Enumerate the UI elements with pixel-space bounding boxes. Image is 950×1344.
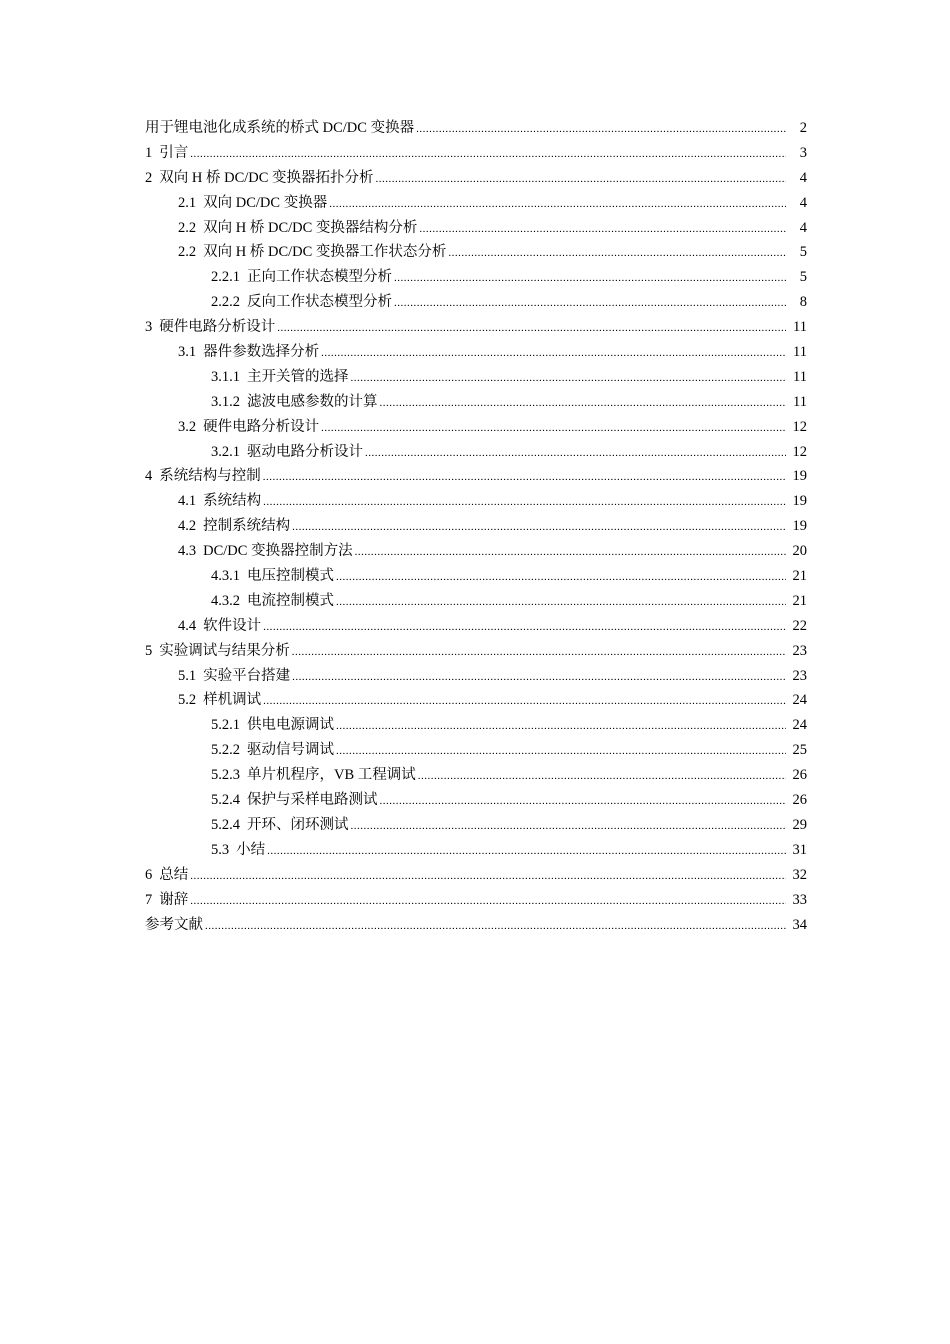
toc-page-number: 24	[792, 717, 807, 734]
toc-entry-title: 单片机程序，VB 工程调试	[247, 767, 416, 784]
toc-page-number: 2	[799, 120, 807, 136]
toc-dot-leader	[380, 391, 787, 416]
toc-entry-title: 谢辞	[159, 891, 189, 908]
toc-entry-number: 4.4	[178, 617, 197, 634]
toc-dot-leader	[394, 291, 786, 316]
toc-entry[interactable]	[145, 440, 807, 465]
toc-entry-title: 双向 H 桥 DC/DC 变换器结构分析	[203, 219, 418, 236]
toc-page-number: 19	[792, 493, 807, 510]
toc-entry[interactable]	[145, 464, 807, 489]
toc-page-number: 23	[792, 642, 807, 659]
toc-dot-leader	[292, 665, 786, 690]
toc-entry[interactable]	[145, 365, 807, 390]
toc-page-number: 33	[792, 891, 807, 908]
toc-entry-number: 2.2	[178, 244, 197, 261]
toc-page-number: 12	[792, 418, 807, 435]
toc-entry-number: 2.2.1	[211, 269, 240, 286]
toc-dot-leader	[419, 217, 786, 242]
toc-page-number: 29	[792, 816, 807, 833]
toc-entry-number: 3.1.1	[211, 368, 240, 385]
toc-entry[interactable]	[145, 888, 807, 913]
toc-page-number: 32	[792, 866, 807, 883]
toc-entry-number: 2.1	[178, 194, 197, 211]
toc-entry[interactable]	[145, 514, 807, 539]
toc-dot-leader	[292, 515, 786, 540]
toc-dot-leader	[321, 416, 786, 441]
toc-dot-leader	[263, 465, 786, 490]
toc-entry[interactable]	[145, 838, 807, 863]
toc-entry[interactable]	[145, 813, 807, 838]
toc-dot-leader	[336, 590, 786, 615]
toc-entry[interactable]	[145, 788, 807, 813]
toc-page-number: 11	[793, 344, 807, 361]
toc-dot-leader	[277, 316, 786, 341]
toc-entry-number: 5.2.4	[211, 792, 240, 809]
toc-entry[interactable]	[145, 913, 807, 938]
toc-entry-title: 样机调试	[203, 692, 262, 709]
toc-entry-title: 用于锂电池化成系统的桥式 DC/DC 变换器	[145, 120, 415, 136]
toc-entry-title: 参考文献	[145, 916, 203, 933]
toc-page-number: 19	[792, 518, 807, 535]
toc-entry-title: 系统结构与控制	[159, 468, 261, 485]
toc-entry[interactable]	[145, 539, 807, 564]
toc-dot-leader	[190, 889, 786, 914]
toc-page-number: 4	[799, 194, 807, 211]
toc-page-number: 3	[799, 144, 807, 161]
toc-page-number: 21	[792, 568, 807, 585]
toc-page-number: 25	[792, 742, 807, 759]
toc-entry[interactable]	[145, 216, 807, 241]
toc-entry-number: 4	[145, 468, 153, 485]
toc-dot-leader	[267, 839, 786, 864]
toc-entry[interactable]	[145, 390, 807, 415]
toc-page-number: 31	[792, 841, 807, 858]
toc-dot-leader	[394, 266, 786, 291]
toc-dot-leader	[190, 142, 786, 167]
toc-page-number: 11	[793, 319, 807, 336]
toc-entry-title: 双向 H 桥 DC/DC 变换器拓扑分析	[159, 169, 374, 186]
toc-entry[interactable]	[145, 738, 807, 763]
toc-dot-leader	[321, 341, 786, 366]
table-of-contents	[145, 116, 807, 937]
toc-page-number: 11	[793, 368, 807, 385]
toc-entry-title: 供电电源调试	[247, 717, 334, 734]
toc-entry-title: 控制系统结构	[203, 518, 291, 535]
toc-dot-leader	[336, 565, 786, 590]
toc-entry[interactable]	[145, 240, 807, 265]
toc-entry-number: 5	[145, 642, 153, 659]
toc-entry-number: 5.2.4	[211, 816, 240, 833]
toc-entry-number: 7	[145, 891, 153, 908]
toc-entry-title: 正向工作状态模型分析	[247, 269, 392, 286]
toc-entry[interactable]	[145, 116, 807, 141]
toc-page-number: 20	[792, 543, 807, 560]
toc-entry-title: 反向工作状态模型分析	[247, 294, 392, 311]
toc-entry-number: 5.2	[178, 692, 197, 709]
toc-entry-title: 总结	[159, 866, 189, 883]
toc-entry-title: 开环、闭环测试	[247, 816, 349, 833]
toc-page-number: 22	[792, 617, 807, 634]
toc-entry[interactable]	[145, 713, 807, 738]
toc-entry[interactable]	[145, 589, 807, 614]
toc-entry[interactable]	[145, 191, 807, 216]
toc-dot-leader	[416, 117, 786, 142]
toc-dot-leader	[418, 764, 786, 789]
toc-entry-number: 3.2	[178, 418, 197, 435]
toc-page-number: 26	[792, 792, 807, 809]
toc-entry-number: 4.1	[178, 493, 197, 510]
toc-entry-title: 双向 DC/DC 变换器	[203, 194, 328, 211]
toc-entry[interactable]	[145, 489, 807, 514]
toc-dot-leader	[336, 714, 786, 739]
toc-entry[interactable]	[145, 265, 807, 290]
toc-entry-number: 4.3.2	[211, 592, 240, 609]
toc-entry[interactable]	[145, 340, 807, 365]
toc-entry[interactable]	[145, 863, 807, 888]
toc-dot-leader	[263, 615, 786, 640]
toc-entry-title: 保护与采样电路测试	[247, 792, 378, 809]
toc-entry-title: 引言	[159, 144, 189, 161]
toc-entry-number: 3	[145, 319, 153, 336]
toc-dot-leader	[292, 640, 786, 665]
toc-dot-leader	[336, 739, 786, 764]
toc-entry-title: 驱动信号调试	[247, 742, 334, 759]
toc-page-number: 21	[792, 592, 807, 609]
toc-entry-title: 驱动电路分析设计	[247, 443, 363, 460]
toc-entry[interactable]	[145, 614, 807, 639]
toc-page-number: 11	[793, 393, 807, 410]
toc-entry-title: 实验调试与结果分析	[159, 642, 290, 659]
toc-dot-leader	[205, 914, 786, 939]
toc-dot-leader	[351, 814, 787, 839]
toc-entry-number: 4.3.1	[211, 568, 240, 585]
toc-entry-number: 3.1.2	[211, 393, 240, 410]
toc-entry-title: 器件参数选择分析	[203, 344, 320, 361]
toc-entry-number: 5.2.1	[211, 717, 240, 734]
toc-entry[interactable]	[145, 564, 807, 589]
toc-page-number: 26	[792, 767, 807, 784]
toc-entry-number: 1	[145, 144, 153, 161]
toc-entry[interactable]	[145, 141, 807, 166]
toc-entry-number: 4.3	[178, 543, 197, 560]
toc-entry-title: DC/DC 变换器控制方法	[203, 543, 353, 560]
toc-entry-number: 3.1	[178, 344, 197, 361]
toc-page-number: 23	[792, 667, 807, 684]
toc-entry-title: 滤波电感参数的计算	[247, 393, 378, 410]
toc-page-number: 12	[792, 443, 807, 460]
toc-entry[interactable]	[145, 639, 807, 664]
toc-entry-number: 5.3	[211, 841, 230, 858]
toc-page-number: 5	[799, 244, 807, 261]
toc-entry-number: 5.2.2	[211, 742, 240, 759]
toc-entry-number: 2	[145, 169, 153, 186]
toc-page-number: 5	[799, 269, 807, 286]
toc-entry-number: 4.2	[178, 518, 197, 535]
toc-entry[interactable]	[145, 415, 807, 440]
toc-dot-leader	[263, 689, 786, 714]
toc-entry-number: 5.2.3	[211, 767, 240, 784]
toc-page-number: 34	[792, 916, 807, 933]
toc-dot-leader	[351, 366, 787, 391]
toc-entry-title: 电压控制模式	[247, 568, 334, 585]
toc-entry-title: 主开关管的选择	[247, 368, 349, 385]
toc-entry-title: 硬件电路分析设计	[203, 418, 320, 435]
toc-dot-leader	[355, 540, 786, 565]
toc-entry-number: 6	[145, 866, 153, 883]
toc-entry[interactable]	[145, 166, 807, 191]
toc-entry[interactable]	[145, 688, 807, 713]
toc-entry-title: 双向 H 桥 DC/DC 变换器工作状态分析	[203, 244, 447, 261]
toc-page-number: 8	[799, 294, 807, 311]
toc-entry-title: 软件设计	[203, 617, 262, 634]
toc-entry[interactable]	[145, 315, 807, 340]
toc-dot-leader	[190, 864, 786, 889]
toc-dot-leader	[376, 167, 786, 192]
toc-entry-title: 实验平台搭建	[203, 667, 291, 684]
toc-page-number: 4	[799, 219, 807, 236]
toc-entry-number: 2.2.2	[211, 294, 240, 311]
toc-entry-number: 5.1	[178, 667, 197, 684]
toc-entry-number: 2.2	[178, 219, 197, 236]
toc-dot-leader	[365, 441, 786, 466]
toc-dot-leader	[329, 192, 786, 217]
toc-dot-leader	[380, 789, 787, 814]
toc-entry[interactable]	[145, 763, 807, 788]
toc-page-number: 24	[792, 692, 807, 709]
toc-page-number: 19	[792, 468, 807, 485]
toc-entry[interactable]	[145, 664, 807, 689]
toc-dot-leader	[448, 241, 786, 266]
toc-page-number: 4	[799, 169, 807, 186]
toc-entry-number: 3.2.1	[211, 443, 240, 460]
toc-entry-title: 小结	[236, 841, 266, 858]
toc-entry-title: 电流控制模式	[247, 592, 334, 609]
toc-dot-leader	[263, 490, 786, 515]
toc-entry-title: 系统结构	[203, 493, 262, 510]
toc-entry-title: 硬件电路分析设计	[159, 319, 276, 336]
toc-entry[interactable]	[145, 290, 807, 315]
